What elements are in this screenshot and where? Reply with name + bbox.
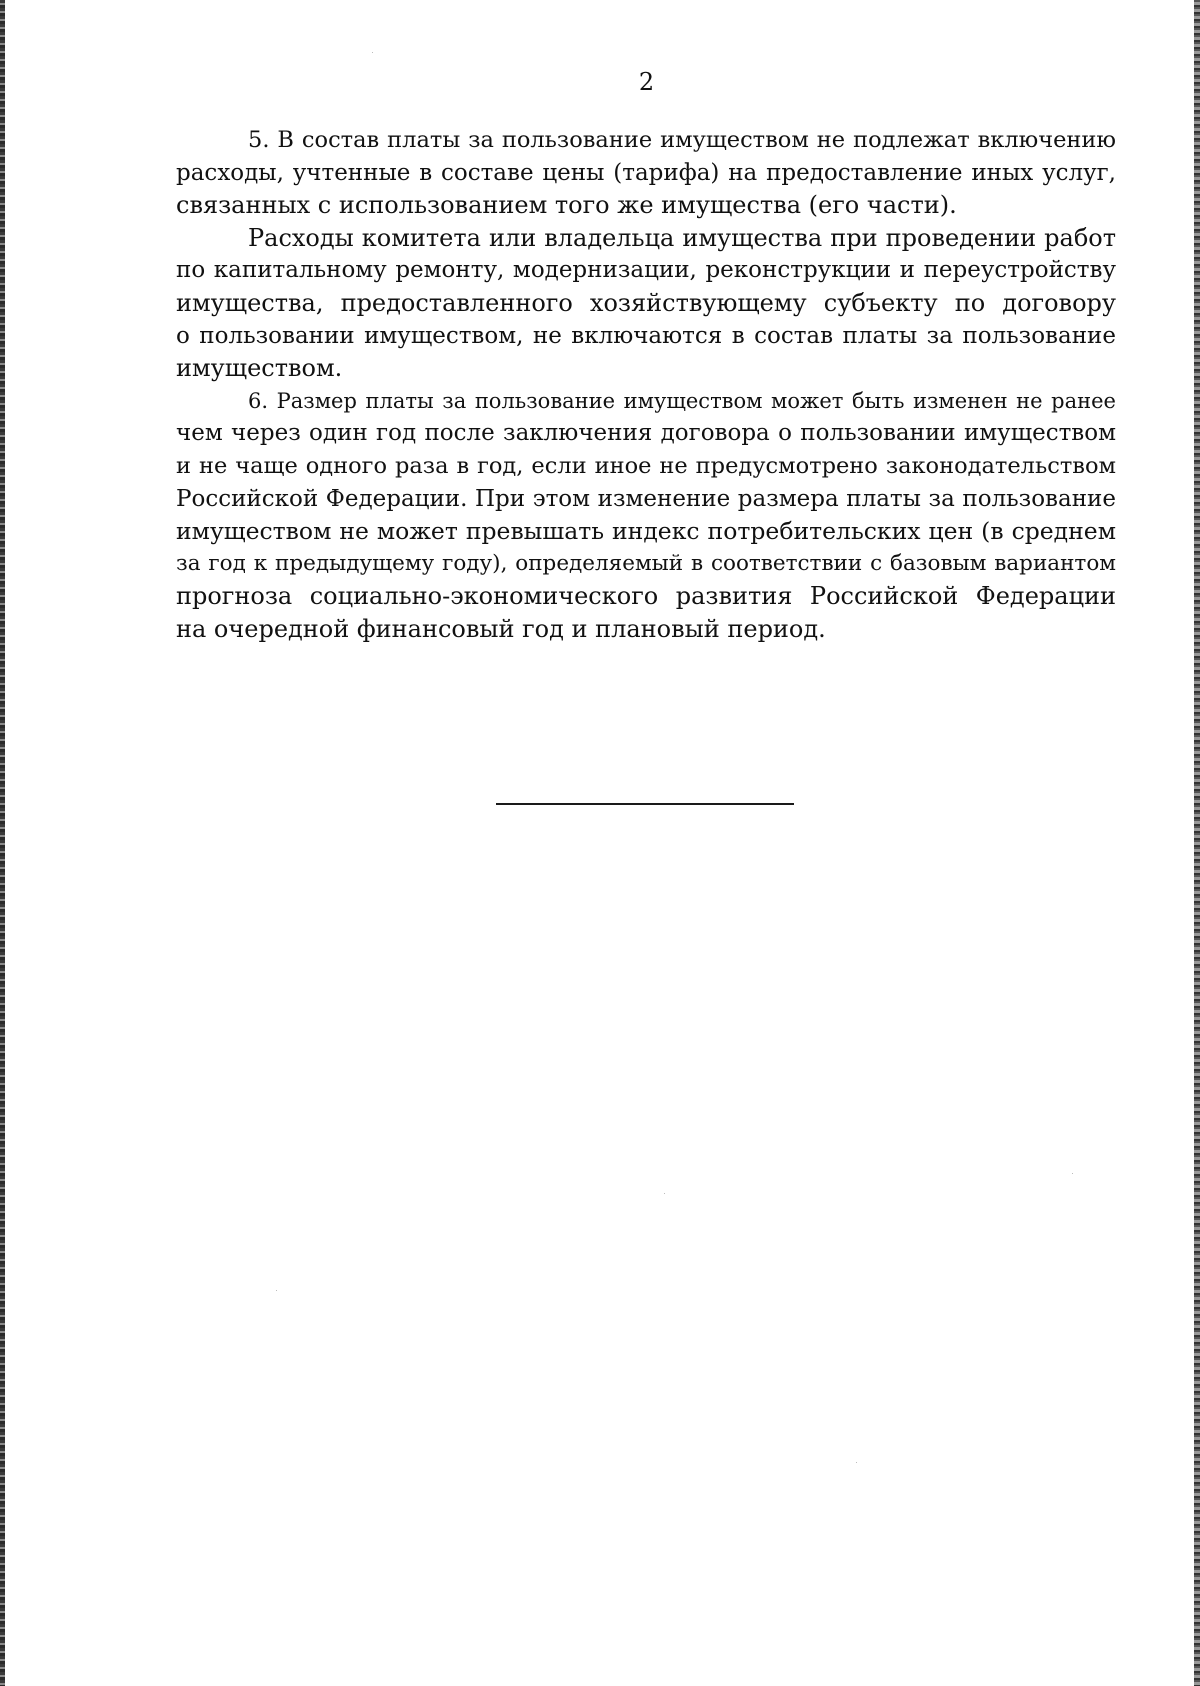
paragraph-6 bbox=[176, 385, 1116, 646]
scan-speck bbox=[372, 52, 373, 53]
text-line: Российской Федерации. При этом изменение размера платы за пользование bbox=[176, 485, 1116, 512]
text-line: на очередной финансовый год и плановый период. bbox=[176, 614, 826, 643]
page-number: 2 bbox=[638, 68, 655, 96]
text-line: расходы, учтенные в составе цены (тарифа) на предоставление иных услуг, bbox=[176, 159, 1116, 186]
scan-speck bbox=[856, 1462, 857, 1463]
paragraph-expenses bbox=[176, 222, 1116, 385]
scan-speck bbox=[664, 1193, 665, 1194]
paragraph-5 bbox=[176, 124, 1116, 222]
text-line: 5. В состав платы за пользование имуществом не подлежат включению bbox=[248, 127, 1116, 153]
scan-left-edge bbox=[0, 0, 5, 1686]
text-line: о пользовании имуществом, не включаются в состав платы за пользование bbox=[176, 322, 1116, 349]
text-line: имущества, предоставленного хозяйствующему субъекту по договору bbox=[176, 288, 1116, 317]
text-line: по капитальному ремонту, модернизации, реконструкции и переустройству bbox=[176, 257, 1116, 284]
text-line: 6. Размер платы за пользование имуществом может быть изменен не ранее bbox=[248, 388, 1116, 413]
text-line: имуществом. bbox=[176, 354, 343, 383]
text-line: за год к предыдущему году), определяемый в соответствии с базовым вариантом bbox=[176, 550, 1116, 576]
scan-speck bbox=[1072, 1173, 1073, 1174]
text-line: Расходы комитета или владельца имущества при проведении работ bbox=[248, 223, 1116, 252]
closing-separator-line bbox=[496, 803, 794, 805]
text-line: и не чаще одного раза в год, если иное не предусмотрено законодательством bbox=[176, 452, 1116, 479]
text-line: чем через один год после заключения договора о пользовании имуществом bbox=[176, 420, 1116, 447]
text-line: связанных с использованием того же имущества (его части). bbox=[176, 191, 957, 220]
scan-speck bbox=[276, 1290, 277, 1291]
scan-right-edge bbox=[1194, 0, 1200, 1686]
text-line: имуществом не может превышать индекс потребительских цен (в среднем bbox=[176, 517, 1116, 546]
document-body bbox=[176, 124, 1116, 646]
text-line: прогноза социально-экономического развития Российской Федерации bbox=[176, 582, 1116, 611]
